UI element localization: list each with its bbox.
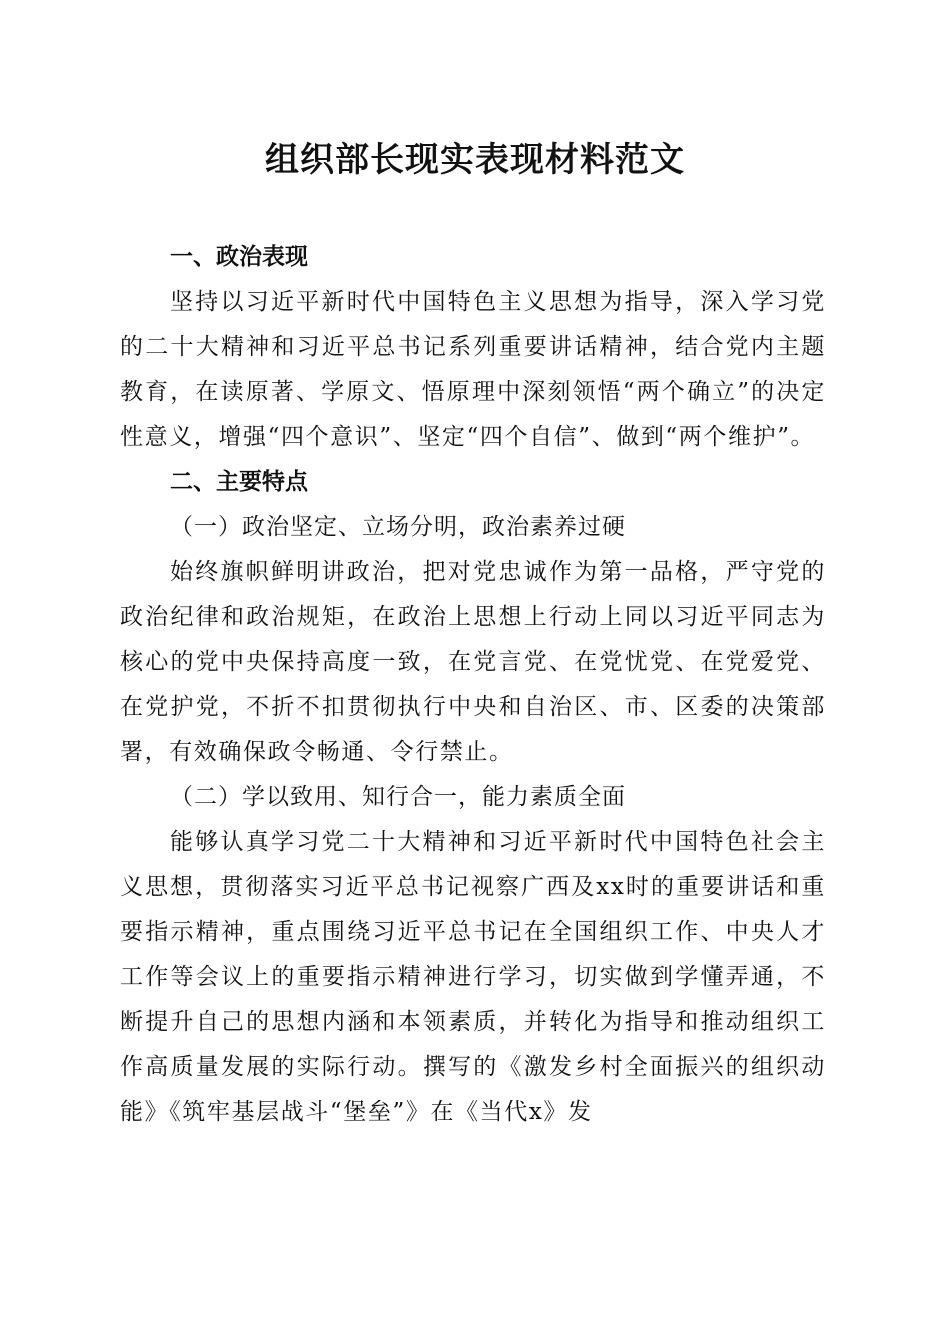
paragraph-learning-application: 能够认真学习党二十大精神和习近平新时代中国特色社会主义思想，贯彻落实习近平总书记视察广西及xx时的重要讲话和重要指示精神，重点围绕习近平总书记在全国组织工作、中央人才工作等会议上的重要指示精神进行学习，切实做到学懂弄通，不断提升自己的思想内涵和本领素质，并转化为指导和推动组织工作高质量发展的实际行动。撰写的《激发乡村全面振兴的组织动能》《筑牢基层战斗“堡垒”》在《当代x》发 bbox=[120, 829, 826, 1125]
subheading-political-firmness: （一）政治坚定、立场分明，政治素养过硬 bbox=[170, 514, 626, 540]
paragraph-political-firmness: 始终旗帜鲜明讲政治，把对党忠诚作为第一品格，严守党的政治纪律和政治规矩，在政治上思想上行动上同以习近平同志为核心的党中央保持高度一致，在党言党、在党忧党、在党爱党、在党护党，不折不扣贯彻执行中央和自治区、市、区委的决策部署，有效确保政令畅通、令行禁止。 bbox=[120, 559, 826, 765]
document-body bbox=[120, 235, 826, 1135]
section-heading-political-performance: 一、政治表现 bbox=[170, 244, 308, 270]
subheading-learning-application: （二）学以致用、知行合一，能力素质全面 bbox=[170, 784, 626, 810]
paragraph-political-performance: 坚持以习近平新时代中国特色主义思想为指导，深入学习党的二十大精神和习近平总书记系列重要讲话精神，结合党内主题教育，在读原著、学原文、悟原理中深刻领悟“两个确立”的决定性意义，增强“四个意识”、坚定“四个自信”、做到“两个维护”。 bbox=[120, 289, 826, 450]
section-heading-main-features: 二、主要特点 bbox=[170, 469, 308, 495]
document-title: 组织部长现实表现材料范文 bbox=[265, 140, 685, 180]
